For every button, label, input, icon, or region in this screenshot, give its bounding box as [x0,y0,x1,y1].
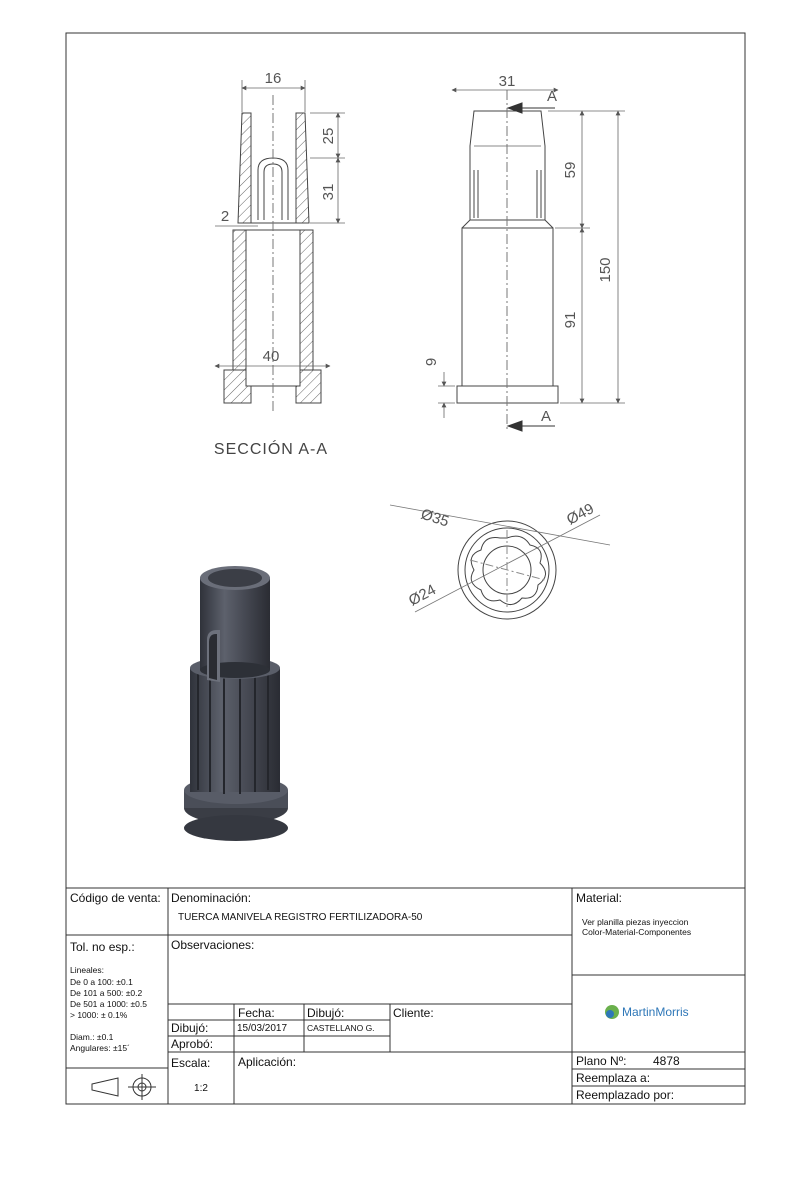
tol-label: Tol. no esp.: [70,940,135,954]
tol-line-2: De 101 a 500: ±0.2 [70,988,143,998]
denominacion-value: TUERCA MANIVELA REGISTRO FERTILIZADORA-50 [178,912,423,923]
dibujo-column-label: Dibujó: [307,1006,345,1020]
company-logo [605,1005,689,1019]
material-value-2: Color-Material-Componentes [582,927,692,937]
dim-total-height: 150 [597,257,614,283]
denominacion-label: Denominación: [171,891,252,905]
logo-text: MartinMorris [622,1005,689,1019]
aprobo-label: Aprobó: [171,1037,214,1051]
reemplaza-label: Reemplaza a: [576,1071,651,1085]
dim-base-inner: 40 [262,348,280,365]
dim-dia-35: Ø35 [418,505,451,531]
dim-wall: 2 [220,208,230,225]
reemplazado-label: Reemplazado por: [576,1088,675,1102]
observaciones-label: Observaciones: [171,938,255,952]
plano-label: Plano Nº: [576,1054,627,1068]
section-arrows [508,103,555,431]
tol-line-3: De 501 a 1000: ±0.5 [70,999,147,1009]
front-dimensions [438,90,625,418]
tol-line-1: De 0 a 100: ±0.1 [70,977,133,987]
fecha-value: 15/03/2017 [237,1023,288,1034]
tol-line-0: Lineales: [70,965,105,975]
codigo-label: Código de venta: [70,891,161,905]
escala-label: Escala: [171,1056,211,1070]
dim-lower-height: 91 [562,311,579,329]
dim-dia-24: Ø24 [405,581,439,610]
dim-upper-length: 25 [320,127,337,145]
tol-line-4: > 1000: ± 0.1% [70,1010,128,1020]
fecha-label: Fecha: [238,1006,275,1020]
section-marker-top: A [547,88,558,105]
material-label: Material: [576,891,623,905]
aplicacion-label: Aplicación: [238,1055,297,1069]
dim-flange-height: 9 [423,357,440,367]
front-view [457,90,558,432]
part-3d-render [184,566,288,841]
dim-upper-height: 59 [562,161,579,179]
dim-top-width: 16 [264,70,282,87]
dim-outer-width: 31 [498,73,516,90]
dibujo-value: CASTELLANO G. [307,1023,375,1033]
plano-value: 4878 [653,1054,680,1068]
tol-ang: Angulares: ±15´ [70,1043,130,1053]
section-marker-bottom: A [541,408,552,425]
section-title: SECCIÓN A-A [213,441,329,458]
material-value-1: Ver planilla piezas inyeccion [582,917,689,927]
dibujo-row-label: Dibujó: [171,1021,209,1035]
tol-diam: Diam.: ±0.1 [70,1032,114,1042]
escala-value: 1:2 [194,1083,208,1094]
dim-dia-49: Ø49 [563,500,597,529]
cliente-label: Cliente: [393,1006,434,1020]
projection-symbol-icon [92,1074,156,1100]
dim-slot-length: 31 [320,183,337,201]
